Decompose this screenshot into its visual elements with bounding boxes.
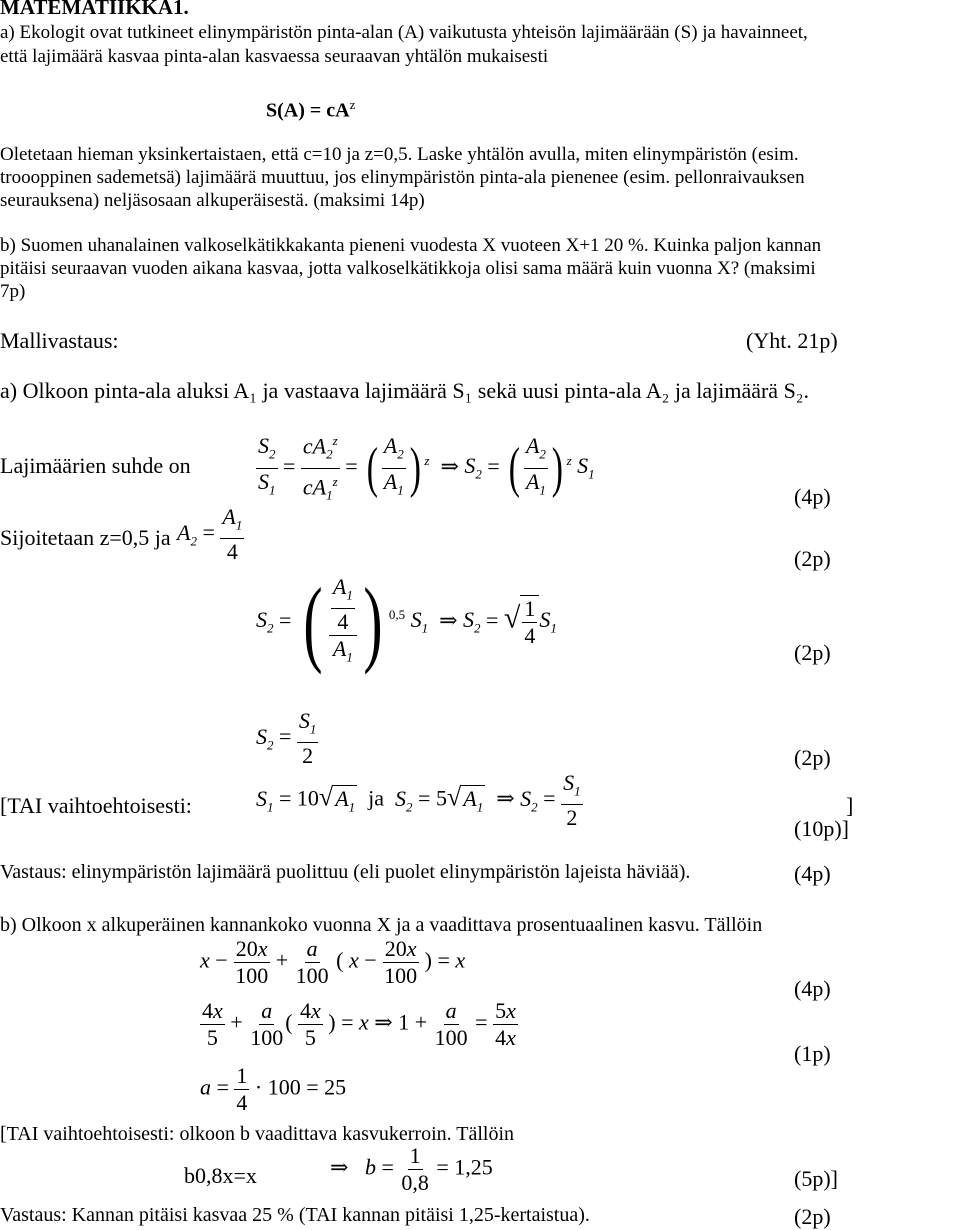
growth-result: a = $\frac{1}{4}$ · 100 = 25 xyxy=(200,1063,347,1115)
implies-arrow-icon: ⇒ xyxy=(330,1154,349,1180)
points-simplified: (1p) xyxy=(794,1041,831,1066)
points-substitution: (2p) xyxy=(794,546,831,571)
simplified-equation: $\frac{4x}{5}$ + $\frac{a}{100}$ ( $\frac{4x}{5}$ ) = x ⇒ 1 + $\frac{a}{100}$ = $\frac{5x}{4x}$ xyxy=(202,998,516,1050)
points-substituted: (2p) xyxy=(794,640,831,665)
answer-b: Vastaus: Kannan pitäisi kasvaa 25 % (TAI kannan pitäisi 1,25-kertaistua). xyxy=(0,1204,590,1226)
alternative-close-bracket: ] xyxy=(846,793,854,818)
points-growth: (4p) xyxy=(794,976,831,1001)
answer-b-points: (2p) xyxy=(794,1204,831,1229)
points-result: (2p) xyxy=(794,745,831,770)
solution-b-intro: b) Olkoon x alkuperäinen kannankoko vuonna X ja a vaadittava prosentuaalinen kasvu. Tällöin xyxy=(0,914,763,936)
implies-arrow-icon: ⇒ xyxy=(440,453,459,479)
alternative-b-points: (5p)] xyxy=(794,1166,838,1191)
question-a-line-1: a) Ekologit ovat tutkineet elinympäristön pinta-alan (A) vaikutusta yhteisön lajimäärään (S) ja havainneet, xyxy=(0,22,808,43)
ratio-label: Lajimäärien suhde on xyxy=(0,453,191,478)
answer-a-points: (4p) xyxy=(794,861,831,886)
alternative-label: [TAI vaihtoehtoisesti: xyxy=(0,793,192,818)
model-formula: $S(A) = cA^z$ xyxy=(266,97,356,122)
question-b-line-2: pitäisi seuraavan vuoden aikana kasvaa, jotta valkoselkätikkoja olisi sama määrä kuin vuonna X? (maksimi xyxy=(0,258,816,279)
page-title: MATEMATIIKKA1. xyxy=(0,0,189,19)
substitution-equation: $A_2$ = $\frac{A_1}{4}$ xyxy=(177,504,243,565)
substitution-label: Sijoitetaan z=0,5 ja xyxy=(0,525,171,550)
question-a-line-4: troooppinen sademetsä) lajimäärä muuttuu, jos elinympäristön pinta-ala pienenee (esim. pellonraivauksen xyxy=(0,167,805,188)
question-b-line-3: 7p) xyxy=(0,281,26,302)
question-b-line-1: b) Suomen uhanalainen valkoselkätikkakanta pieneni vuodesta X vuoteen X+1 20 %. Kuinka paljon kannan xyxy=(0,235,822,256)
implies-arrow-icon: ⇒ xyxy=(374,1009,393,1035)
solution-b-alternative: [TAI vaihtoehtoisesti: olkoon b vaadittava kasvukerroin. Tällöin xyxy=(0,1123,515,1145)
implies-arrow-icon: ⇒ xyxy=(496,785,515,811)
substituted-equation: $S_2$ = ( $\frac{\frac{A_1}{4}}{A_1}$ ) $^{0,5}$ $S_1$ ⇒ $S_2$ = √ $\frac{1}{4}$ $S_1$ xyxy=(256,568,557,676)
question-a-line-2: että lajimäärä kasvaa pinta-alan kasvaessa seuraavan yhtälön mukaisesti xyxy=(0,46,549,67)
alternative-equation: $S_1 = 10√A_1$ ja $S_2 = 5√A_1$ ⇒ $S_2$ = $\frac{S_1}{2}$ xyxy=(256,770,581,831)
solution-a-intro: a) Olkoon pinta-ala aluksi A₁ ja vastaava lajimäärä S₁ sekä uusi pinta-ala A₂ ja lajimäärä S₂. xyxy=(0,378,809,403)
points-ratio: (4p) xyxy=(794,484,831,509)
alternative-b-result: ⇒ b = $\frac{1}{0,8}$ = 1,25 xyxy=(330,1143,493,1195)
solution-heading: Mallivastaus: xyxy=(0,328,119,353)
answer-a: Vastaus: elinympäristön lajimäärä puolittuu (eli puolet elinympäristön lajeista häviää). xyxy=(0,861,691,883)
points-alternative: (10p)] xyxy=(794,816,849,841)
ratio-equation: $\frac{S_2}{S_1}$ = $\frac{cA_2^z}{cA_1^z}$ = ( $\frac{A_2}{A_1}$ ) $^z$ ⇒ $S_2$ = ( $\frac{A_2}{A_1}$ ) $^z$ $S_1$ xyxy=(256,428,595,508)
alternative-b-equation: b0,8x=x xyxy=(184,1163,257,1188)
solution-total-points: (Yht. 21p) xyxy=(746,328,838,353)
question-a-line-3: Oletetaan hieman yksinkertaistaen, että c=10 ja z=0,5. Laske yhtälön avulla, miten elinympäristön (esim. xyxy=(0,144,799,165)
result-equation: $S_2$ = $\frac{S_1}{2}$ xyxy=(256,708,317,769)
question-a-line-5: seurauksena) neljäsosaan alkuperäisestä. (maksimi 14p) xyxy=(0,190,425,211)
growth-equation: x − $\frac{20x}{100}$ + $\frac{a}{100}$ ( x − $\frac{20x}{100}$ ) = x xyxy=(200,936,466,988)
implies-arrow-icon: ⇒ xyxy=(439,607,458,633)
